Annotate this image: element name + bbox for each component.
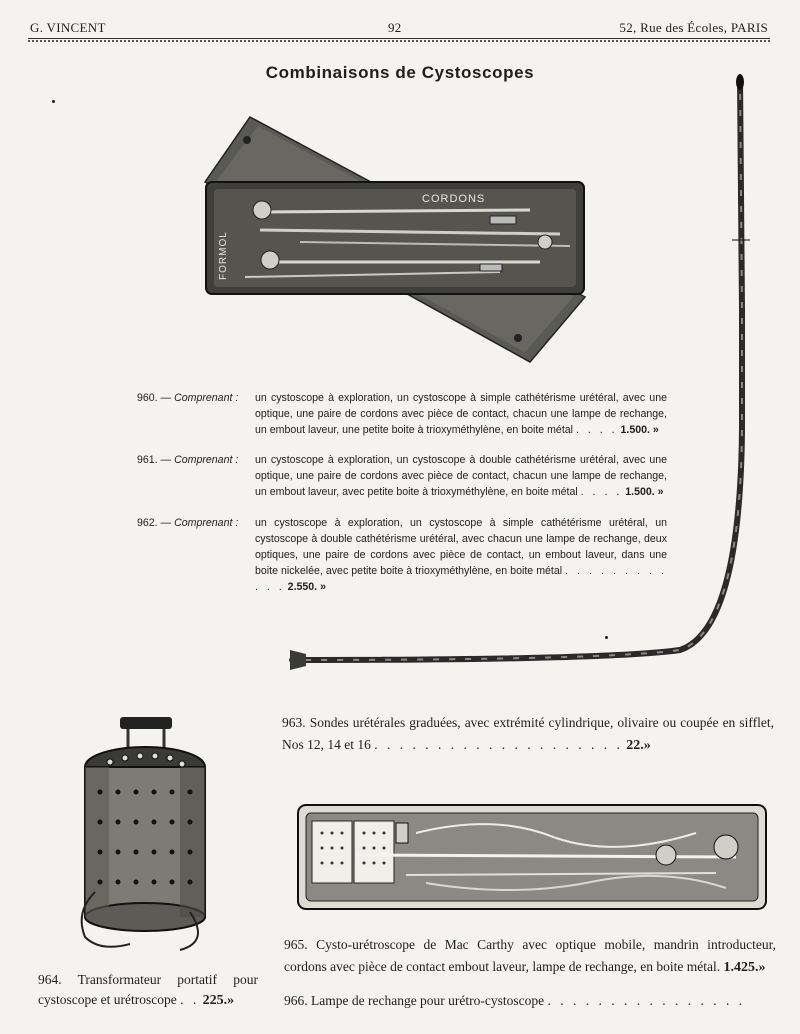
page-title: Combinaisons de Cystoscopes <box>265 63 535 82</box>
item-966 <box>284 990 776 1012</box>
item-label: Comprenant : <box>174 392 239 404</box>
item-price: 1.425.» <box>723 960 766 975</box>
item-number: 966. <box>284 993 308 1008</box>
leader-dots: . . . . <box>575 424 618 436</box>
item-number: 962. — <box>137 517 172 529</box>
item-962 <box>137 515 677 593</box>
header-company: G. VINCENT <box>30 20 106 35</box>
case-label-cordons: CORDONS <box>422 193 486 205</box>
item-number: 964. <box>38 972 62 987</box>
item-number: 961. — <box>137 454 172 466</box>
item-price: 22.» <box>626 738 651 753</box>
item-961 <box>137 452 677 502</box>
item-text: Cysto-urétroscope de Mac Carthy avec optique mobile, mandrin introducteur, cordons avec pièce de contact embout laveur, lampe de rechange, en boite métal. <box>284 937 776 974</box>
item-965 <box>284 934 776 979</box>
item-number: 965. <box>284 937 308 952</box>
header-address: 52, Rue des Écoles, PARIS <box>619 20 768 35</box>
transformer-illustration <box>70 712 220 962</box>
item-number: 963. <box>282 715 306 730</box>
leader-dots: . . . . . . . . . . . . <box>255 565 667 593</box>
leader-dots: . . . . <box>580 486 623 498</box>
item-label: Comprenant : <box>174 517 239 529</box>
item-text: Lampe de rechange pour urétro-cystoscope <box>311 993 545 1008</box>
item-number: 960. — <box>137 392 172 404</box>
leader-dots: . . . . . . . . . . . . . . . . <box>547 993 746 1008</box>
leader-dots: . . <box>180 992 200 1007</box>
item-price: 1.500. » <box>620 424 659 436</box>
mac-carthy-case-illustration <box>296 803 768 911</box>
print-speck <box>52 100 55 103</box>
item-price: 1.500. » <box>625 486 664 498</box>
page-number: 92 <box>388 20 402 35</box>
item-text: un cystoscope à exploration, un cystoscope à simple cathétérisme urétéral, un cystoscope à double cathétérisme urétéral, avec chacun une lampe de rechange, deux optiques, une paire de cordons avec pièce de contact, un embout laveur, dans une boite nickelée, avec petite boite à trioxyméthylène, en boite métal <box>255 517 667 577</box>
case-label-formol: FORMOL <box>218 231 229 280</box>
item-text: Sondes urétérales graduées, avec extrémité cylindrique, olivaire ou coupée en sifflet, Nos 12, 14 et 16 <box>282 715 774 752</box>
print-speck <box>605 636 608 639</box>
item-963 <box>282 712 774 757</box>
item-964 <box>38 970 258 1011</box>
item-text: un cystoscope à exploration, un cystoscope à double cathétérisme urétéral, avec une optique, une paire de cordons avec pièce de contact, chacun une lampe de rechange, un embout laveur, avec petite boite à trioxyméthylène, en boite métal <box>255 454 667 498</box>
header-rule <box>28 38 770 42</box>
item-text: Transformateur portatif pour cystoscope et urétroscope <box>38 972 259 1007</box>
item-label: Comprenant : <box>174 454 239 466</box>
item-960 <box>137 390 677 440</box>
item-price: 2.550. » <box>287 581 326 593</box>
item-text: un cystoscope à exploration, un cystoscope à simple cathétérisme urétéral, avec une optique, une paire de cordons avec pièce de contact, chacun une lampe de rechange, un embout laveur, une petite boite à trioxyméthylène, en boite métal <box>255 392 667 436</box>
leader-dots: . . . . . . . . . . . . . . . . . . . . <box>374 737 623 752</box>
item-price: 225.» <box>202 993 235 1008</box>
